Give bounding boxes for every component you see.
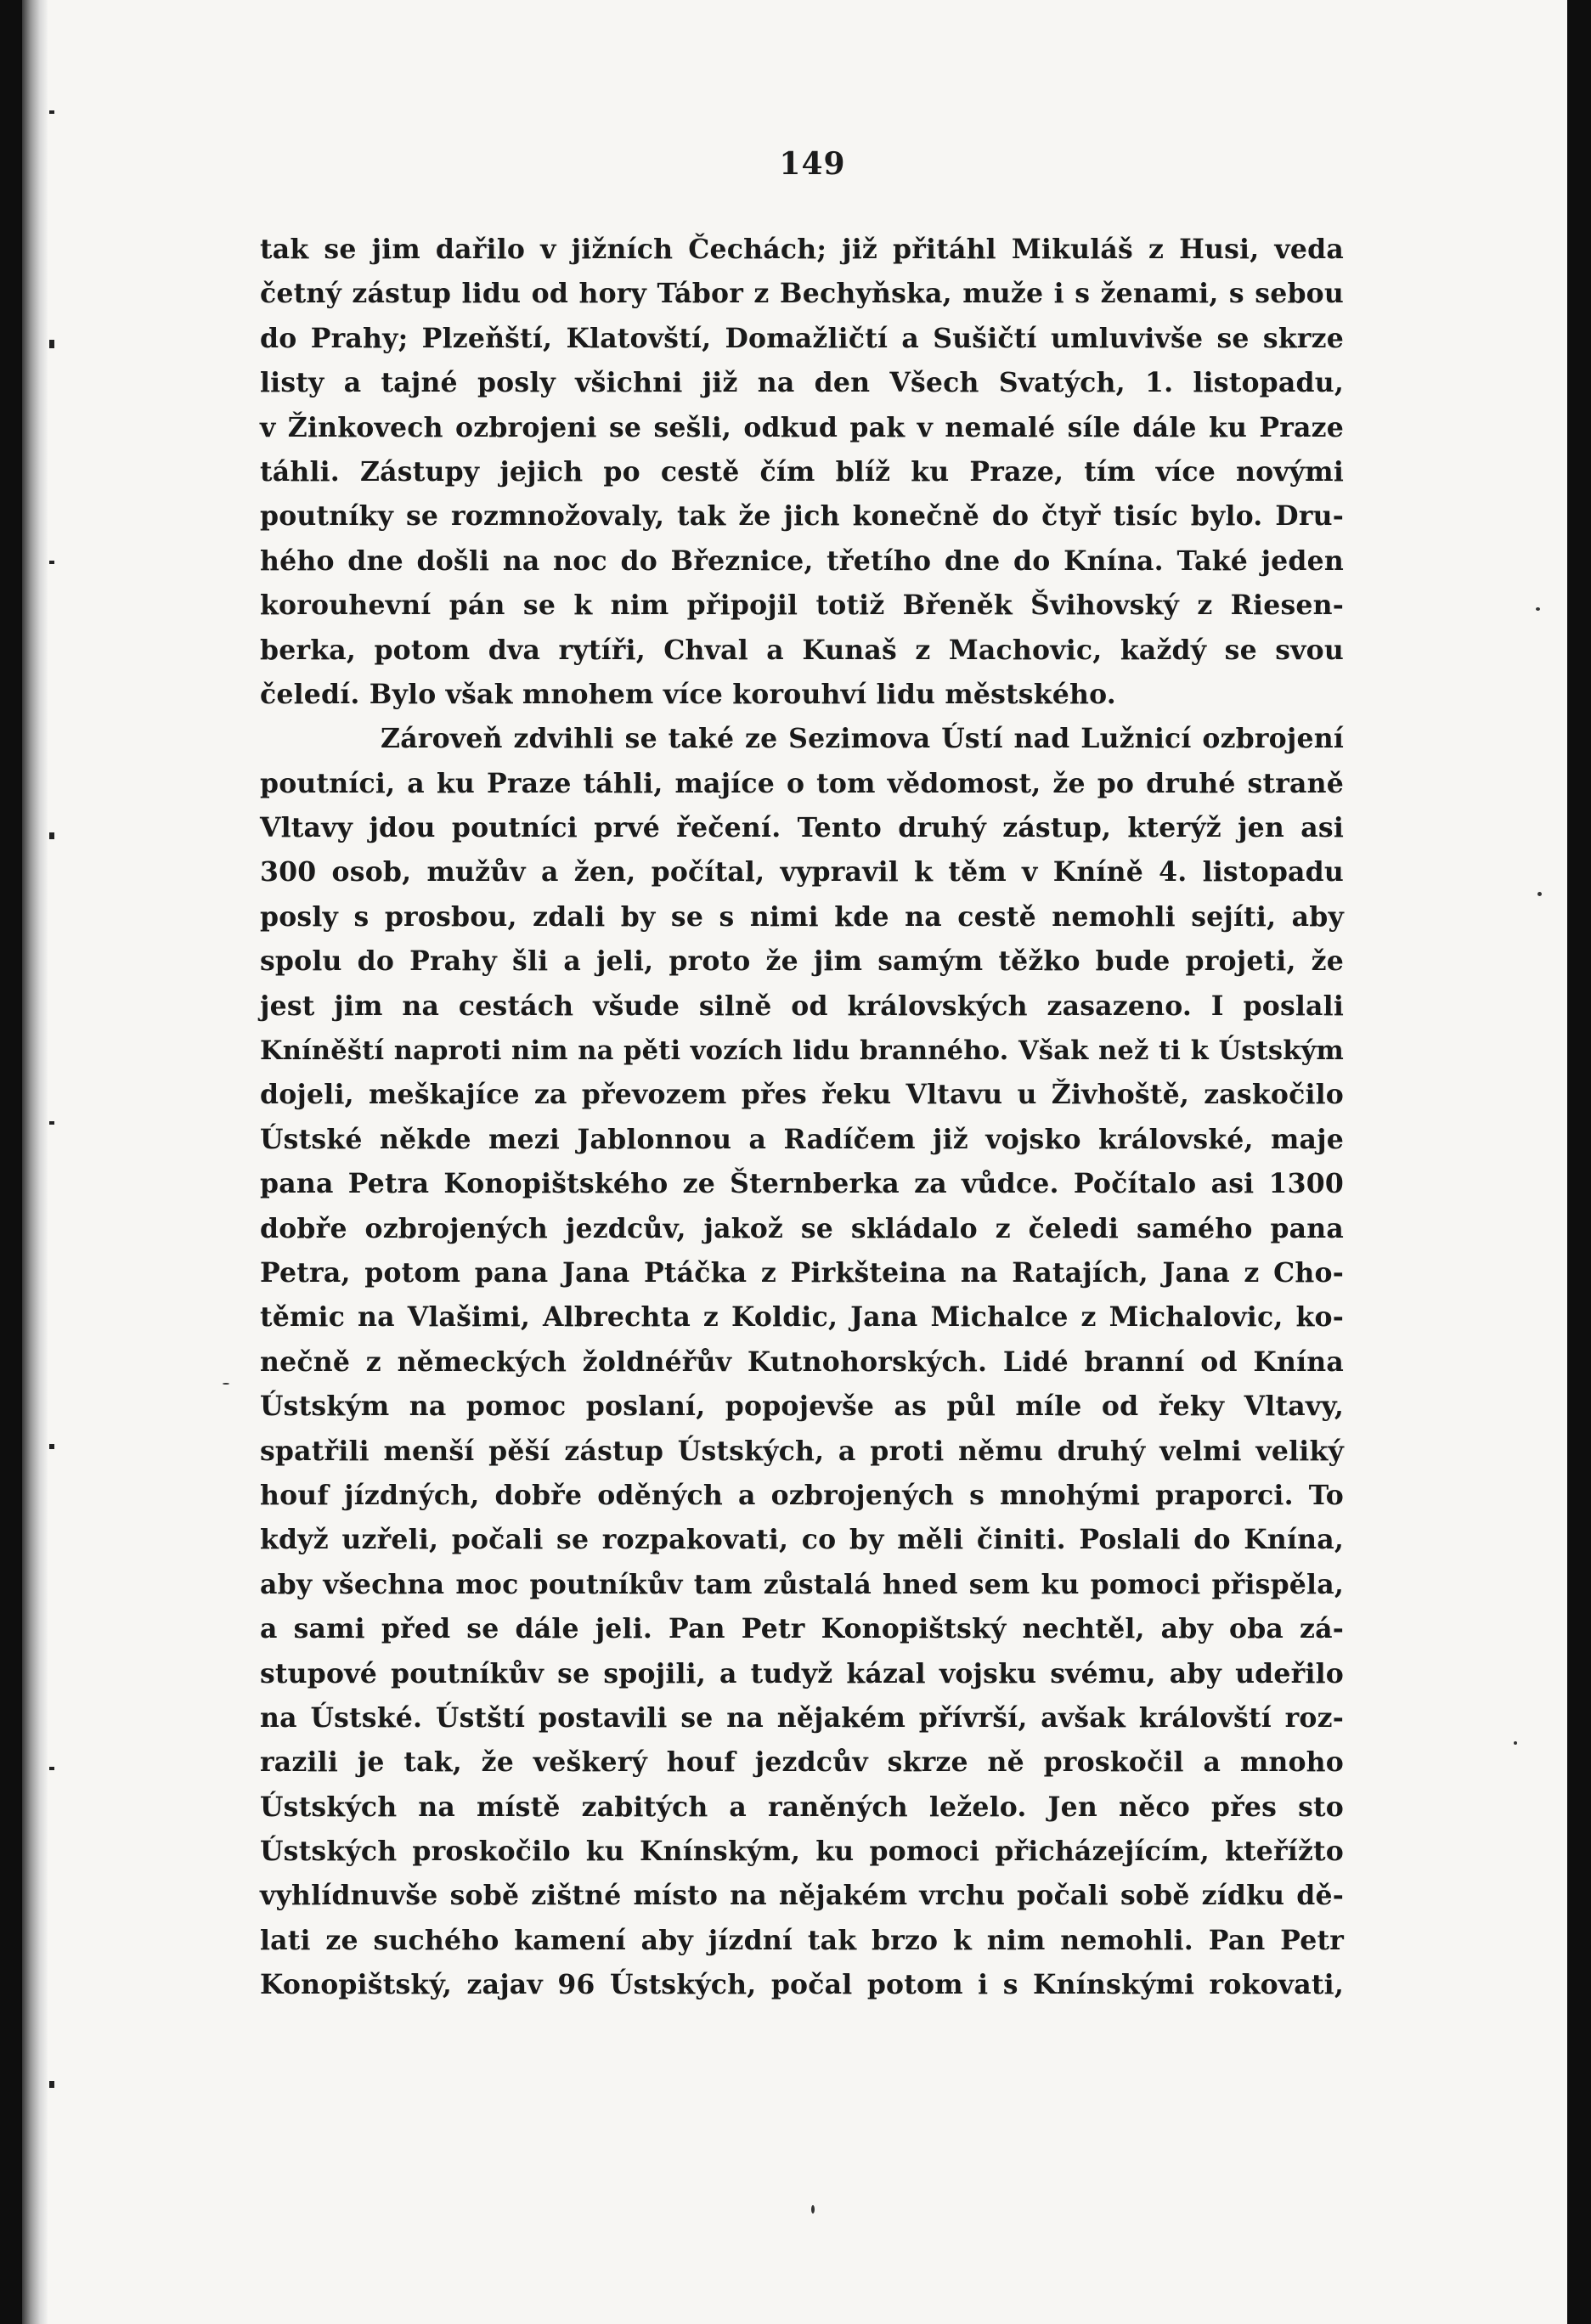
text-line: a sami před se dále jeli. Pan Petr Konopištský nechtěl, aby oba zá- — [260, 1613, 1344, 1645]
text-line: poutníci, a ku Praze táhli, majíce o tom vědomost, že po druhé straně — [260, 767, 1344, 799]
text-line: těmic na Vlašimi, Albrechta z Koldic, Jana Michalce z Michalovic, ko- — [260, 1301, 1344, 1334]
text-line: pana Petra Konopištského ze Šternberka za vůdce. Počítalo asi 1300 — [260, 1168, 1344, 1200]
text-line: korouhevní pán se k nim připojil totiž Břeněk Švihovský z Riesen- — [260, 589, 1344, 622]
text-line: Vltavy jdou poutníci prvé řečení. Tento druhý zástup, kterýž jen asi — [260, 812, 1344, 844]
scan-speck — [1536, 607, 1540, 611]
text-line: vyhlídnuvše sobě zištné místo na nějakém vrchu počali sobě zídku dě- — [260, 1880, 1344, 1912]
scan-speck — [1514, 1741, 1517, 1745]
text-line: dojeli, meškajíce za převozem přes řeku Vltavu u Živhoště, zaskočilo — [260, 1079, 1344, 1111]
paragraph-start-line: Zároveň zdvihli se také ze Sezimova Ústí nad Lužnicí ozbrojení — [381, 723, 1344, 755]
scan-speck — [811, 2205, 815, 2214]
text-line: spatřili menší pěší zástup Ústských, a proti němu druhý velmi veliký — [260, 1435, 1344, 1467]
text-line: listy a tajné posly všichni již na den Všech Svatých, 1. listopadu, — [260, 367, 1344, 399]
text-line: když uzřeli, počali se rozpakovati, co by měli činiti. Poslali do Knína, — [260, 1524, 1344, 1556]
text-line: hého dne došli na noc do Březnice, třetího dne do Knína. Také jeden — [260, 544, 1344, 577]
gutter-marks — [44, 0, 61, 2324]
text-line: na Ústské. Ústští postavili se na nějakém přívrší, avšak královští roz- — [260, 1701, 1344, 1734]
text-line: razili je tak, že veškerý houf jezdcův skrze ně proskočil a mnoho — [260, 1746, 1344, 1779]
text-line: tak se jim dařilo v jižních Čechách; již přitáhl Mikuláš z Husi, veda — [260, 234, 1344, 265]
text-line: nečně z německých žoldnéřův Kutnohorských. Lidé branní od Knína — [260, 1345, 1344, 1378]
text-line: houf jízdných, dobře oděných a ozbrojených s mnohými praporci. To — [260, 1479, 1344, 1511]
text-line: lati ze suchého kamení aby jízdní tak brzo k nim nemohli. Pan Petr — [260, 1924, 1344, 1956]
scan-right-border — [1567, 0, 1591, 2324]
text-line: Ústských proskočilo ku Knínským, ku pomoci přicházejícím, kteřížto — [260, 1836, 1344, 1868]
text-line: Kníněští naproti nim na pěti vozích lidu branného. Však než ti k Ústským — [260, 1035, 1344, 1067]
text-line: berka, potom dva rytíři, Chval a Kunaš z Machovic, každý se svou — [260, 634, 1344, 666]
scan-left-border — [0, 0, 22, 2324]
body-text — [260, 228, 1344, 2008]
paragraph-end-line: čeledí. Bylo však mnohem více korouhví lidu městského. — [260, 678, 1116, 710]
text-line: Ústské někde mezi Jablonnou a Radíčem již vojsko královské, maje — [260, 1123, 1344, 1155]
text-line: Konopištský, zajav 96 Ústských, počal potom i s Knínskými rokovati, — [260, 1969, 1344, 2001]
text-line: Ústským na pomoc poslaní, popojevše as půl míle od řeky Vltavy, — [260, 1390, 1344, 1423]
text-line: poutníky se rozmnožovaly, tak že jich konečně do čtyř tisíc bylo. Dru- — [260, 500, 1344, 533]
text-line: spolu do Prahy šli a jeli, proto že jim samým těžko bude projeti, že — [260, 945, 1344, 978]
text-line: táhli. Zástupy jejich po cestě čím blíž ku Praze, tím více novými — [260, 455, 1344, 488]
text-line: jest jim na cestách všude silně od královských zasazeno. I poslali — [260, 990, 1344, 1022]
text-line: Ústských na místě zabitých a raněných leželo. Jen něco přes sto — [260, 1791, 1344, 1823]
text-line: četný zástup lidu od hory Tábor z Bechyňska, muže i s ženami, s sebou — [260, 278, 1344, 310]
text-line: 300 osob, mužův a žen, počítal, vypravil k těm v Kníně 4. listopadu — [260, 856, 1344, 888]
text-line: posly s prosbou, zdali by se s nimi kde na cestě nemohli sejíti, aby — [260, 900, 1344, 933]
text-line: aby všechna moc poutníkův tam zůstalá hned sem ku pomoci přispěla, — [260, 1568, 1344, 1600]
text-line: stupové poutníkův se spojili, a tudyž kázal vojsku svému, aby udeřilo — [260, 1657, 1344, 1689]
scan-speck — [1537, 892, 1542, 896]
text-line: v Žinkovech ozbrojeni se sešli, odkud pak v nemalé síle dále ku Praze — [260, 411, 1344, 443]
text-line: Petra, potom pana Jana Ptáčka z Pirkšteina na Ratajích, Jana z Cho- — [260, 1256, 1344, 1289]
text-line: do Prahy; Plzeňští, Klatovští, Domažličtí a Sušičtí umluvivše se skrze — [260, 322, 1344, 354]
scan-speck — [223, 1383, 229, 1385]
page-number: 149 — [779, 146, 846, 182]
text-line: dobře ozbrojených jezdcův, jakož se skládalo z čeledi samého pana — [260, 1212, 1344, 1244]
